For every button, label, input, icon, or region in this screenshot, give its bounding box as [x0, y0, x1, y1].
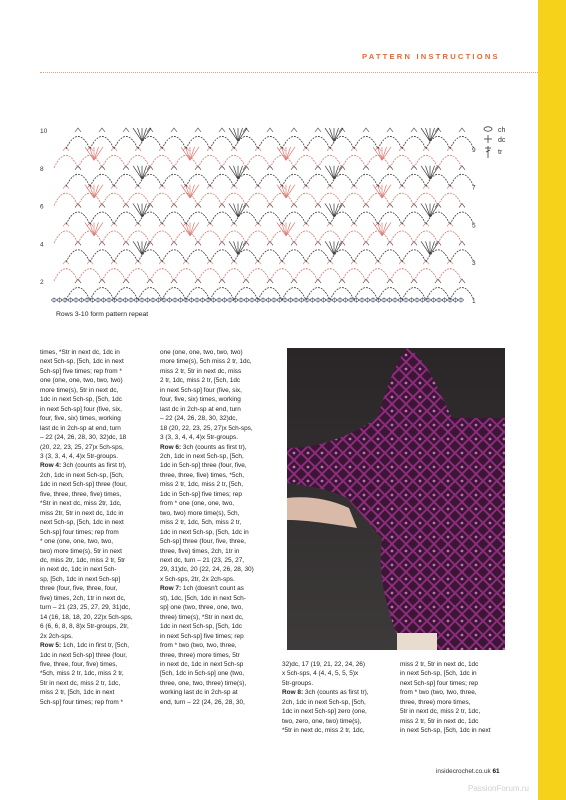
chain-arch: [162, 174, 186, 186]
row-number-label: 4: [40, 241, 44, 249]
chain-arch: [114, 136, 138, 148]
paragraph: [40, 349, 126, 460]
chain-arch: [342, 155, 366, 167]
treble-stitch: [334, 166, 339, 179]
chain-arch: [450, 250, 474, 262]
chain-arch: [402, 212, 426, 224]
treble-stitch: [142, 166, 151, 179]
treble-stitch: [286, 185, 295, 198]
chain-arch: [390, 269, 414, 281]
chain-arch: [450, 136, 474, 148]
paragraph-text: one (one, one, two, two, two) more time(s), 5ch miss 2 tr, 1dc, miss 2 tr, 5tr in next dc, miss 2 tr, 1dc, miss 2 tr, [5ch, 1dc in next 5ch-sp] four (five, six, four, five, six) times, working last dc in 2ch-sp at end, turn – 22 (24, 26, 28, 30, 32)dc, 18 (20, 22, 23, 25, 27)x 5ch-sps, 3 (3, 3, 4, 4, 4)x 5tr-groups.: [160, 349, 253, 442]
chain-arch: [186, 174, 210, 186]
chain-arch: [210, 136, 234, 148]
treble-stitch: [430, 204, 435, 217]
chain-arch: [282, 174, 306, 186]
chain-arch: [54, 231, 78, 243]
treble-stitch: [138, 204, 143, 217]
chain-arch: [306, 174, 330, 186]
chain-arch: [258, 212, 282, 224]
watermark: PassionForum.ru: [468, 784, 529, 793]
text-column-3: [282, 660, 394, 736]
treble-stitch: [330, 204, 335, 217]
chain-arch: [354, 288, 378, 300]
chain-arch: [186, 212, 210, 224]
treble-stitch: [330, 166, 335, 179]
chain-arch: [222, 269, 246, 281]
paragraph-text: 32)dc, 17 (19, 21, 22, 24, 26) x 5ch-sps, 4 (4, 4, 5, 5, 5)x 5tr-groups.: [282, 661, 366, 687]
chain-arch: [246, 269, 270, 281]
treble-stitch: [330, 128, 335, 141]
chain-arch: [186, 288, 210, 300]
chain-arch: [246, 231, 270, 243]
treble-stitch: [238, 128, 247, 141]
chain-arch: [234, 136, 258, 148]
paragraph-text: 3ch (counts as first tr), 2ch, 1dc in next 5ch-sp, [5ch, 1dc in next 5ch-sp] three (four, five, three, three, five) times, *Str in next dc, miss 2tr, 1dc, miss 2tr, 5tr in next dc, 1dc in next 5ch-sp, [5ch, 1dc in next 5ch-sp] four times; rep from * one (one, one, two, two, two) more time(s), 5tr in next dc, miss 2tr, 1dc, miss 2 tr, 5tr in next dc, 1dc in next 5ch- sp, [5ch, 1dc in next 5ch-sp] three (four, five, three, four, five) times, 2ch, 1tr in next dc, turn – 21 (23, 25, 27, 29, 31)dc, 14 (16, 18, 18, 20, 22)x 5ch-sps, 6 (6, 6, 8, 8, 8)x 5tr-groups, 2tr, 2x 2ch-sps.: [40, 462, 133, 640]
chain-arch: [306, 250, 330, 262]
chain-arch: [414, 269, 438, 281]
chain-arch: [342, 269, 366, 281]
chain-arch: [438, 155, 462, 167]
paragraph: [160, 585, 246, 705]
chain-arch: [186, 250, 210, 262]
treble-stitch: [334, 204, 339, 217]
chart-legend: [484, 127, 506, 158]
model-photo: [287, 348, 505, 650]
treble-stitch: [330, 241, 335, 254]
treble-stitch: [277, 222, 286, 235]
chain-arch: [138, 250, 162, 262]
treble-stitch: [334, 204, 343, 217]
paragraph: [282, 689, 369, 734]
row-heading: Row 4:: [40, 462, 62, 470]
treble-stitch: [430, 128, 439, 141]
chain-symbol-icon: [484, 127, 492, 131]
chain-arch: [270, 193, 294, 205]
paragraph-text: times, *Str in next dc, 1dc in next 5ch-sp, [5ch, 1dc in next 5ch-sp] five times; rep from * one (one, one, two, two, two) more time(s), 5tr in next dc, 1dc in next 5ch-sp, [5ch, 1dc in next 5ch-sp] four (five, six, four, five, six) times, working last dc in 2ch-sp at end, turn – 22 (24, 26, 28, 30, 32)dc, 18 (20, 22, 23, 25, 27)x 5ch-sps, 3 (3, 3, 4, 4, 4)x 5tr-groups.: [40, 349, 127, 460]
chain-arch: [390, 231, 414, 243]
treble-stitch: [426, 204, 431, 217]
treble-stitch: [334, 128, 339, 141]
chain-arch: [150, 155, 174, 167]
treble-stitch: [238, 166, 247, 179]
chain-arch: [198, 155, 222, 167]
row-heading: Row 6:: [160, 443, 182, 451]
treble-stitch: [234, 241, 239, 254]
chain-arch: [354, 212, 378, 224]
chain-arch: [282, 136, 306, 148]
chain-arch: [366, 193, 390, 205]
chain-arch: [102, 269, 126, 281]
treble-stitch: [234, 128, 239, 141]
chain-arch: [90, 212, 114, 224]
treble-stitch: [286, 222, 295, 235]
paragraph: [160, 349, 253, 441]
chain-arch: [330, 174, 354, 186]
chain-arch: [114, 250, 138, 262]
chain-arch: [258, 136, 282, 148]
chain-arch: [354, 136, 378, 148]
treble-stitch: [229, 204, 238, 217]
chain-arch: [174, 155, 198, 167]
paragraph: [160, 444, 254, 583]
treble-stitch: [229, 166, 238, 179]
sidebar-color-strip: [538, 0, 566, 800]
text-column-4: [400, 660, 512, 736]
chain-arch: [138, 136, 162, 148]
chain-arch: [174, 269, 198, 281]
chain-arch: [234, 288, 258, 300]
chain-arch: [198, 231, 222, 243]
chain-arch: [378, 212, 402, 224]
paragraph: [40, 642, 129, 706]
treble-stitch: [238, 204, 247, 217]
treble-stitch: [325, 204, 334, 217]
treble-stitch: [142, 204, 151, 217]
paragraph-text: 3ch (counts as first tr), 2ch, 1dc in next 5ch-sp, [5ch, 1dc in 5ch-sp] three (four, five, three, three, five) times, *5ch, miss 2 tr, 1dc, miss 2 tr, [5ch, 1dc in 5ch-sp] five times; rep from * one (one, one, two, two, two) more time(s), 5ch, miss 2 tr, 1dc, 5ch, miss 2 tr, 1dc in next 5ch-sp, [5ch, 1dc in 5ch-sp] three (four, five, three, three, five) times, 2ch, 1tr in next dc, turn – 21 (23, 25, 27, 29, 31)dc, 20 (22, 24, 26, 28, 30) x 5ch-sps, 2tr, 2x 2ch-sps.: [160, 443, 254, 583]
treble-stitch: [142, 204, 147, 217]
chain-arch: [138, 174, 162, 186]
chain-arch: [426, 288, 450, 300]
row-number-label: 3: [472, 260, 476, 268]
chain-arch: [66, 212, 90, 224]
treble-stitch: [142, 241, 147, 254]
chain-arch: [234, 250, 258, 262]
paragraph-text: miss 2 tr, 5tr in next dc, 1dc in next 5ch-sp, [5ch, 1dc in next 5ch-sp] four times; rep from * two (two, two, three, three, three) more times, 5tr in next dc, miss 2 tr, 1dc, miss 2 tr, 5tr in next dc, 1dc in next 5ch-sp, [5ch, 1dc in next: [400, 661, 491, 735]
chain-arch: [210, 250, 234, 262]
chain-arch: [162, 136, 186, 148]
chain-arch: [390, 155, 414, 167]
treble-stitch: [238, 204, 243, 217]
chain-arch: [150, 269, 174, 281]
chain-arch: [174, 231, 198, 243]
treble-stitch: [277, 185, 286, 198]
chain-arch: [162, 212, 186, 224]
chain-arch: [258, 250, 282, 262]
treble-stitch: [421, 241, 430, 254]
treble-stitch: [426, 166, 431, 179]
chain-arch: [54, 155, 78, 167]
treble-stitch: [190, 147, 199, 160]
legend-ch: ch: [498, 127, 506, 134]
treble-stitch: [94, 185, 103, 198]
text-column-2: [160, 348, 272, 707]
crochet-chart: [36, 112, 514, 310]
chain-arch: [102, 193, 126, 205]
paragraph-text: 1ch, 1dc in first tr, [5ch, 1dc in next 5ch-sp] three (four, five, three, four, five) times, *5ch, miss 2 tr, 1dc, miss 2 tr, 5tr in next dc, miss 2 tr, 1dc, miss 2 tr, [5ch, 1dc in next 5ch-sp] four times; rep from *: [40, 642, 130, 706]
page-footer: [436, 768, 500, 775]
treble-stitch: [334, 128, 343, 141]
treble-stitch: [421, 166, 430, 179]
chain-arch: [258, 288, 282, 300]
chain-arch: [270, 231, 294, 243]
chain-arch: [366, 155, 390, 167]
treble-stitch: [430, 241, 439, 254]
chain-arch: [78, 155, 102, 167]
treble-stitch: [430, 166, 439, 179]
chain-arch: [426, 136, 450, 148]
paragraph-text: 3ch (counts as first tr), 2ch, 1dc in next 5ch-sp, [5ch, 1dc in next 5ch-sp] zero (one, two, zero, one, two) time(s), *5tr in next dc, miss 2 tr, 1dc,: [282, 689, 369, 735]
paragraph: [282, 661, 365, 687]
chain-arch: [66, 288, 90, 300]
treble-stitch: [382, 147, 391, 160]
treble-stitch: [138, 241, 143, 254]
chain-arch: [138, 212, 162, 224]
chain-arch: [378, 288, 402, 300]
treble-stitch: [286, 147, 295, 160]
chain-arch: [330, 250, 354, 262]
treble-stitch: [234, 204, 239, 217]
treble-stitch: [238, 128, 243, 141]
legend-dc: dc: [498, 137, 506, 144]
chain-arch: [378, 174, 402, 186]
chain-arch: [78, 269, 102, 281]
chain-arch: [270, 269, 294, 281]
chain-arch: [258, 174, 282, 186]
treble-stitch: [229, 241, 238, 254]
row-number-label: 8: [40, 165, 44, 173]
treble-stitch: [142, 128, 147, 141]
treble-stitch: [142, 166, 147, 179]
chain-arch: [354, 174, 378, 186]
chain-arch: [366, 231, 390, 243]
row-number-label: 7: [472, 184, 476, 192]
chain-arch: [426, 212, 450, 224]
chain-arch: [402, 250, 426, 262]
paragraph-text: 1ch (doesn't count as st), 1dc, [5ch, 1dc in next 5ch- sp] one (two, three, one, two, three) time(s), *Str in next dc, 1dc in next 5ch-sp, [5ch, 1dc in next 5ch-sp] five times; rep from * two (two, two, three, three, three) more times, 5tr in next dc, 1dc in next 5ch-sp [5ch, 1dc in 5ch-sp] one (two, three, one, two, three) time(s), working last dc in 2ch-sp at end, turn – 22 (24, 26, 28, 30,: [160, 585, 247, 706]
chain-arch: [54, 269, 78, 281]
treble-stitch: [334, 241, 343, 254]
treble-stitch: [238, 241, 247, 254]
chain-arch: [450, 288, 474, 300]
treble-stitch: [142, 241, 151, 254]
row-heading: Row 7:: [160, 585, 182, 593]
treble-stitch: [421, 204, 430, 217]
text-column-1: [40, 348, 152, 707]
treble-stitch: [229, 128, 238, 141]
chain-arch: [102, 155, 126, 167]
chain-arch: [294, 155, 318, 167]
chain-arch: [438, 231, 462, 243]
treble-stitch: [133, 241, 142, 254]
treble-stitch: [430, 128, 435, 141]
legend-tr: tr: [498, 149, 503, 156]
page-number: 61: [492, 768, 500, 775]
treble-stitch: [238, 241, 243, 254]
chain-arch: [270, 155, 294, 167]
treble-stitch: [138, 166, 143, 179]
chain-arch: [306, 212, 330, 224]
chain-arch: [102, 231, 126, 243]
treble-stitch: [373, 222, 382, 235]
treble-stitch: [138, 128, 143, 141]
chain-arch: [66, 136, 90, 148]
treble-stitch: [334, 241, 339, 254]
treble-stitch: [181, 147, 190, 160]
chain-arch: [174, 193, 198, 205]
treble-stitch: [238, 166, 243, 179]
row-heading: Row 8:: [282, 689, 304, 697]
header-divider: [40, 72, 538, 73]
treble-stitch: [85, 185, 94, 198]
paragraph: [40, 462, 133, 639]
treble-stitch: [373, 185, 382, 198]
chain-arch: [438, 193, 462, 205]
chain-arch: [162, 288, 186, 300]
chain-arch: [186, 136, 210, 148]
treble-stitch: [325, 128, 334, 141]
chain-arch: [210, 212, 234, 224]
chain-arch: [282, 288, 306, 300]
chain-arch: [66, 250, 90, 262]
treble-stitch: [181, 222, 190, 235]
treble-stitch: [234, 166, 239, 179]
chain-arch: [234, 174, 258, 186]
treble-stitch: [430, 166, 435, 179]
chain-arch: [282, 212, 306, 224]
chain-arch: [114, 174, 138, 186]
treble-stitch: [85, 147, 94, 160]
chain-arch: [378, 136, 402, 148]
chain-arch: [90, 174, 114, 186]
chain-arch: [330, 288, 354, 300]
chain-arch: [426, 174, 450, 186]
chain-arch: [246, 155, 270, 167]
footer-site: insidecrochet.co.uk: [436, 768, 491, 775]
treble-stitch: [334, 166, 343, 179]
chart-caption: Rows 3-10 form pattern repeat: [56, 311, 149, 318]
chain-arch: [390, 193, 414, 205]
chain-arch: [114, 212, 138, 224]
chain-arch: [66, 174, 90, 186]
chain-arch: [450, 212, 474, 224]
chain-arch: [162, 250, 186, 262]
chain-arch: [210, 174, 234, 186]
treble-stitch: [94, 222, 103, 235]
treble-stitch: [85, 222, 94, 235]
treble-stitch: [325, 241, 334, 254]
paragraph: [400, 661, 491, 734]
chain-arch: [402, 174, 426, 186]
chain-arch: [282, 250, 306, 262]
treble-stitch: [426, 241, 431, 254]
chain-arch: [150, 193, 174, 205]
chain-arch: [198, 269, 222, 281]
treble-stitch: [133, 166, 142, 179]
chain-arch: [354, 250, 378, 262]
chain-arch: [342, 193, 366, 205]
treble-stitch: [421, 128, 430, 141]
section-header: PATTERN INSTRUCTIONS: [362, 52, 500, 61]
chain-arch: [78, 193, 102, 205]
treble-stitch: [430, 204, 439, 217]
row-number-label: 1: [472, 298, 476, 305]
row-number-label: 9: [472, 146, 476, 154]
treble-stitch: [94, 147, 103, 160]
treble-stitch: [382, 185, 391, 198]
chain-arch: [78, 231, 102, 243]
chain-arch: [450, 174, 474, 186]
chain-arch: [330, 136, 354, 148]
treble-stitch: [430, 241, 435, 254]
treble-stitch: [190, 185, 199, 198]
chain-arch: [342, 231, 366, 243]
treble-stitch: [190, 222, 199, 235]
chain-arch: [90, 288, 114, 300]
treble-stitch: [142, 128, 151, 141]
row-number-label: 6: [40, 203, 44, 211]
chain-arch: [294, 231, 318, 243]
chain-arch: [90, 136, 114, 148]
chain-arch: [54, 193, 78, 205]
chain-arch: [318, 269, 342, 281]
row-number-label: 2: [40, 279, 44, 287]
chain-arch: [198, 193, 222, 205]
chain-arch: [90, 250, 114, 262]
chain-arch: [366, 269, 390, 281]
chain-arch: [438, 269, 462, 281]
treble-stitch: [426, 128, 431, 141]
treble-stitch: [181, 185, 190, 198]
treble-stitch: [325, 166, 334, 179]
treble-stitch: [133, 128, 142, 141]
chain-arch: [126, 269, 150, 281]
treble-stitch: [382, 222, 391, 235]
treble-stitch: [277, 147, 286, 160]
chain-arch: [246, 193, 270, 205]
chain-arch: [306, 136, 330, 148]
treble-stitch: [133, 204, 142, 217]
chain-arch: [114, 288, 138, 300]
chain-arch: [150, 231, 174, 243]
row-heading: Row 5:: [40, 642, 62, 650]
row-number-label: 10: [40, 128, 48, 135]
chain-arch: [294, 269, 318, 281]
chain-arch: [294, 193, 318, 205]
chain-arch: [234, 212, 258, 224]
chain-arch: [378, 250, 402, 262]
row-number-label: 5: [472, 222, 476, 230]
treble-stitch: [373, 147, 382, 160]
chain-arch: [426, 250, 450, 262]
chain-arch: [402, 136, 426, 148]
chain-arch: [330, 212, 354, 224]
